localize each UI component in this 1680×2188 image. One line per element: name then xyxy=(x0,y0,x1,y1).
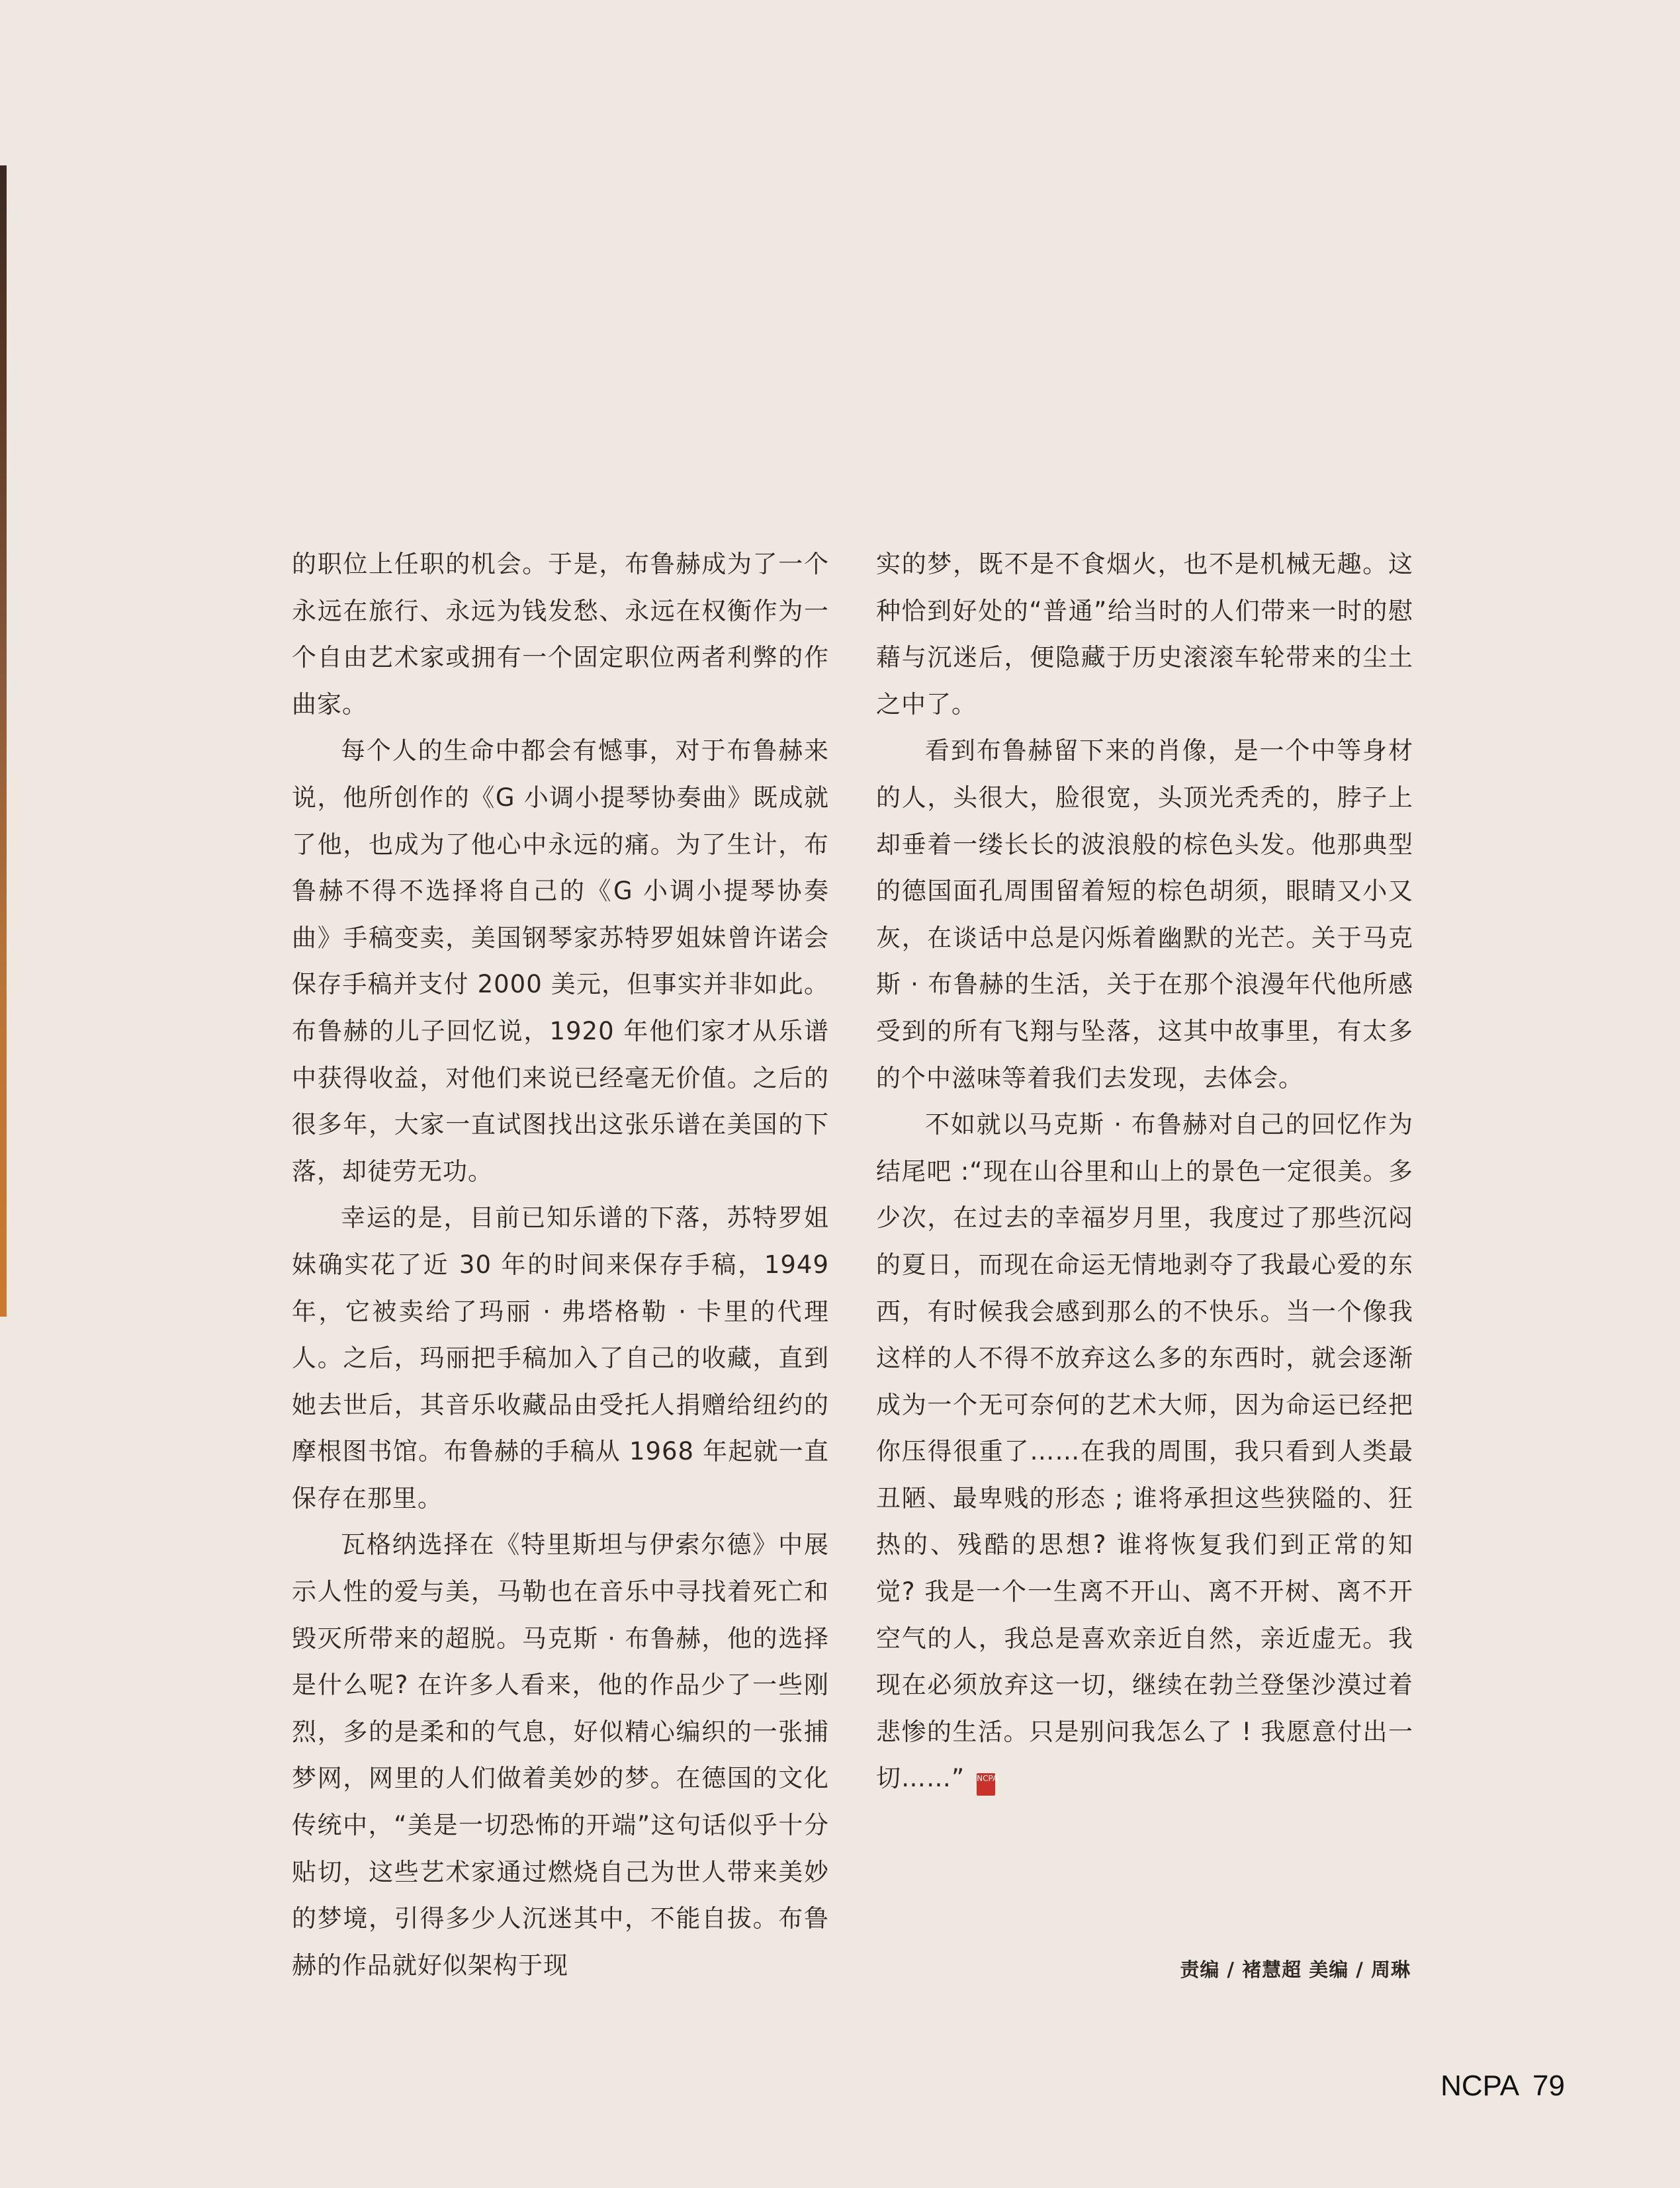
right-column xyxy=(876,541,1413,1802)
page-number: 79 xyxy=(1532,2070,1565,2102)
paragraph: 的职位上任职的机会。于是，布鲁赫成为了一个永远在旅行、永远为钱发愁、永远在权衡作为一个自由艺术家或拥有一个固定职位两者利弊的作曲家。 xyxy=(292,550,829,719)
paragraph-final xyxy=(876,1102,1413,1802)
paragraph: 看到布鲁赫留下来的肖像，是一个中等身材的人，头很大，脸很宽，头顶光秃秃的，脖子上却垂着一缕长长的波浪般的棕色头发。他那典型的德国面孔周围留着短的棕色胡须，眼睛又小又灰，在谈话中总是闪烁着幽默的光芒。关于马克斯 · 布鲁赫的生活，关于在那个浪漫年代他所感受到的所有飞翔与坠落，这其中故事里，有太多的个中滋味等着我们去发现，去体会。 xyxy=(876,736,1413,1092)
left-column xyxy=(292,541,829,1989)
page-footer xyxy=(1440,2070,1565,2103)
editor-credits: 责编 / 褚慧超 美编 / 周琳 xyxy=(1180,1958,1411,1981)
paragraph: 幸运的是，目前已知乐谱的下落，苏特罗姐妹确实花了近 30 年的时间来保存手稿，1949 年，它被卖给了玛丽 · 弗塔格勒 · 卡里的代理人。之后，玛丽把手稿加入了自己的收藏，直到她去世后，其音乐收藏品由受托人捐赠给纽约的摩根图书馆。布鲁赫的手稿从 1968 年起就一直保存在那里。 xyxy=(292,1203,829,1512)
paragraph: 每个人的生命中都会有憾事，对于布鲁赫来说，他所创作的《G 小调小提琴协奏曲》既成就了他，也成为了他心中永远的痛。为了生计，布鲁赫不得不选择将自己的《G 小调小提琴协奏曲》手稿变卖，美国钢琴家苏特罗姐妹曾许诺会保存手稿并支付 2000 美元，但事实并非如此。布鲁赫的儿子回忆说，1920 年他们家才从乐谱中获得收益，对他们来说已经毫无价值。之后的很多年，大家一直试图找出这张乐谱在美国的下落，却徒劳无功。 xyxy=(292,736,829,1186)
paragraph: 实的梦，既不是不食烟火，也不是机械无趣。这种恰到好处的“普通”给当时的人们带来一时的慰藉与沉迷后，便隐藏于历史滚滚车轮带来的尘土之中了。 xyxy=(876,550,1413,719)
photo-edge xyxy=(0,165,7,1317)
paragraph: 瓦格纳选择在《特里斯坦与伊索尔德》中展示人性的爱与美，马勒也在音乐中寻找着死亡和毁灭所带来的超脱。马克斯 · 布鲁赫，他的选择是什么呢? 在许多人看来，他的作品少了一些刚烈，多的是柔和的气息，好似精心编织的一张捕梦网，网里的人们做着美妙的梦。在德国的文化传统中，“美是一切恐怖的开端”这句话似乎十分贴切，这些艺术家通过燃烧自己为世人带来美妙的梦境，引得多少人沉迷其中，不能自拔。布鲁赫的作品就好似架构于现 xyxy=(292,1530,829,1980)
end-mark-logo: NCPA xyxy=(977,1773,995,1796)
paragraph-text: 不如就以马克斯 · 布鲁赫对自己的回忆作为结尾吧 :“现在山谷里和山上的景色一定很美。多少次，在过去的幸福岁月里，我度过了那些沉闷的夏日，而现在命运无情地剥夺了我最心爱的东西，有时候我会感到那么的不快乐。当一个像我这样的人不得不放弃这么多的东西时，就会逐渐成为一个无可奈何的艺术大师，因为命运已经把你压得很重了……在我的周围，我只看到人类最丑陋、最卑贱的形态 ; 谁将承担这些狭隘的、狂热的、残酷的思想? 谁将恢复我们到正常的知觉? 我是一个一生离不开山、离不开树、离不开空气的人，我总是喜欢亲近自然，亲近虚无。我现在必须放弃这一切，继续在勃兰登堡沙漠过着悲惨的生活。只是别问我怎么了 ! 我愿意付出一切……” xyxy=(876,1110,1413,1793)
magazine-brand: NCPA xyxy=(1440,2070,1520,2102)
